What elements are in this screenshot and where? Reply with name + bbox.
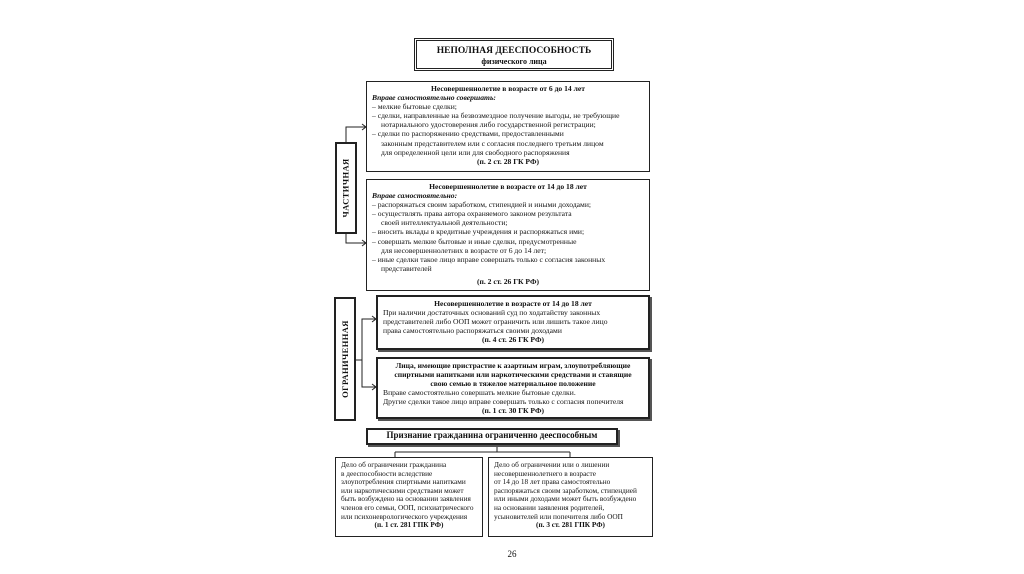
list-item: – распоряжаться своим заработком, стипендией и иными доходами;: [372, 200, 592, 210]
list-item: представителей: [381, 263, 432, 273]
list-item: несовершеннолетнего в возрасте: [494, 468, 596, 478]
recognition-title-box: [366, 428, 618, 445]
page-number: 26: [507, 549, 517, 559]
legal-reference: (п. 1 ст. 281 ГПК РФ): [374, 520, 444, 530]
list-item: Вправе самостоятельно совершать мелкие бытовые сделки.: [383, 388, 576, 398]
box-heading: Несовершеннолетие в возрасте от 6 до 14 лет: [431, 84, 585, 93]
list-item: представителей либо ООП может ограничить или лишить такое лицо: [383, 317, 608, 327]
list-item: законным представителем или с согласия последнего третьим лицом: [381, 138, 604, 148]
list-item: в дееспособности вследствие: [341, 468, 433, 478]
list-item: нотариального удостоверения либо государственной регистрации;: [381, 120, 596, 130]
box-heading: Несовершеннолетие в возрасте от 14 до 18 лет: [434, 299, 592, 308]
partial-label-box: [335, 142, 357, 234]
title-box: [414, 38, 614, 71]
title-line-1: НЕПОЛНАЯ ДЕЕСПОСОБНОСТЬ: [436, 46, 592, 56]
list-item: – иные сделки такое лицо вправе совершать только с согласия законных: [372, 254, 606, 264]
list-item: – сделки, направленные на безвозмездное получение выгоды, не требующие: [372, 111, 620, 121]
list-item: – мелкие бытовые сделки;: [372, 102, 457, 112]
list-item: – осуществлять права автора охраняемого законом результата: [372, 209, 572, 219]
list-item: или психоневрологического учреждения: [341, 511, 468, 521]
limited-label-box: [334, 297, 356, 421]
list-item: своей интеллектуальной деятельности;: [381, 218, 508, 228]
box-heading-line: свою семью в тяжелое материальное положение: [430, 379, 596, 389]
box-subheading: Вправе самостоятельно:: [372, 191, 458, 201]
partial-age-14-18-box: [366, 179, 650, 291]
partial-age-6-14-box: [366, 81, 650, 172]
box-heading-line: Лица, имеющие пристрастие к азартным играм, злоупотребляющие: [395, 361, 631, 370]
recognition-title: Признание гражданина ограниченно дееспособным: [386, 430, 598, 440]
list-item: – сделки по распоряжению средствами, предоставленными: [372, 129, 564, 139]
list-item: усыновителей или попечителя либо ООП: [494, 511, 623, 521]
list-item: на основании заявления родителей,: [494, 502, 605, 512]
title-line-2: физического лица: [481, 57, 547, 66]
list-item: Дело об ограничении гражданина: [341, 460, 447, 469]
box-heading: Несовершеннолетие в возрасте от 14 до 18 лет: [429, 182, 587, 191]
recognition-left-box: [335, 457, 483, 537]
legal-reference: (п. 1 ст. 30 ГК РФ): [481, 406, 544, 416]
legal-reference: (п. 4 ст. 26 ГК РФ): [481, 335, 544, 345]
limited-label: ОГРАНИЧЕННАЯ: [340, 320, 351, 398]
legal-reference: (п. 3 ст. 281 ГПК РФ): [536, 520, 605, 530]
list-item: Другие сделки такое лицо вправе совершать только с согласия попечителя: [383, 397, 624, 407]
list-item: для определенной цели или для свободного распоряжения: [381, 147, 570, 157]
partial-label: ЧАСТИЧНАЯ: [341, 158, 352, 218]
limited-adult-box: [376, 357, 650, 419]
list-item: членов его семьи, ООП, психиатрического: [341, 502, 474, 512]
list-item: Дело об ограничении или о лишении: [494, 460, 610, 469]
list-item: права самостоятельно распоряжаться своими доходами: [383, 326, 562, 336]
list-item: от 14 до 18 лет права самостоятельно: [494, 477, 611, 487]
list-item: – вносить вклады в кредитные учреждения и распоряжаться ими;: [372, 227, 585, 237]
list-item: злоупотребления спиртными напитками: [341, 477, 466, 487]
box-subheading: Вправе самостоятельно совершать:: [372, 93, 496, 103]
box-heading-line: спиртными напитками или наркотическими средствами и ставящие: [394, 370, 632, 380]
list-item: для несовершеннолетних в возрасте от 6 до 14 лет;: [381, 245, 547, 255]
recognition-right-box: [488, 457, 653, 537]
list-item: При наличии достаточных оснований суд по ходатайству законных: [383, 308, 601, 318]
list-item: – совершать мелкие бытовые и иные сделки, предусмотренные: [372, 236, 577, 246]
list-item: быть возбуждено на основании заявления: [341, 494, 471, 504]
legal-reference: (п. 2 ст. 28 ГК РФ): [476, 156, 539, 166]
legal-reference: (п. 2 ст. 26 ГК РФ): [476, 276, 539, 286]
list-item: распоряжаться своим заработком, стипендией: [494, 485, 637, 495]
list-item: или иными доходами может быть возбуждено: [494, 494, 637, 504]
limited-minor-box: [376, 295, 650, 350]
list-item: или наркотическими средствами может: [341, 485, 464, 495]
